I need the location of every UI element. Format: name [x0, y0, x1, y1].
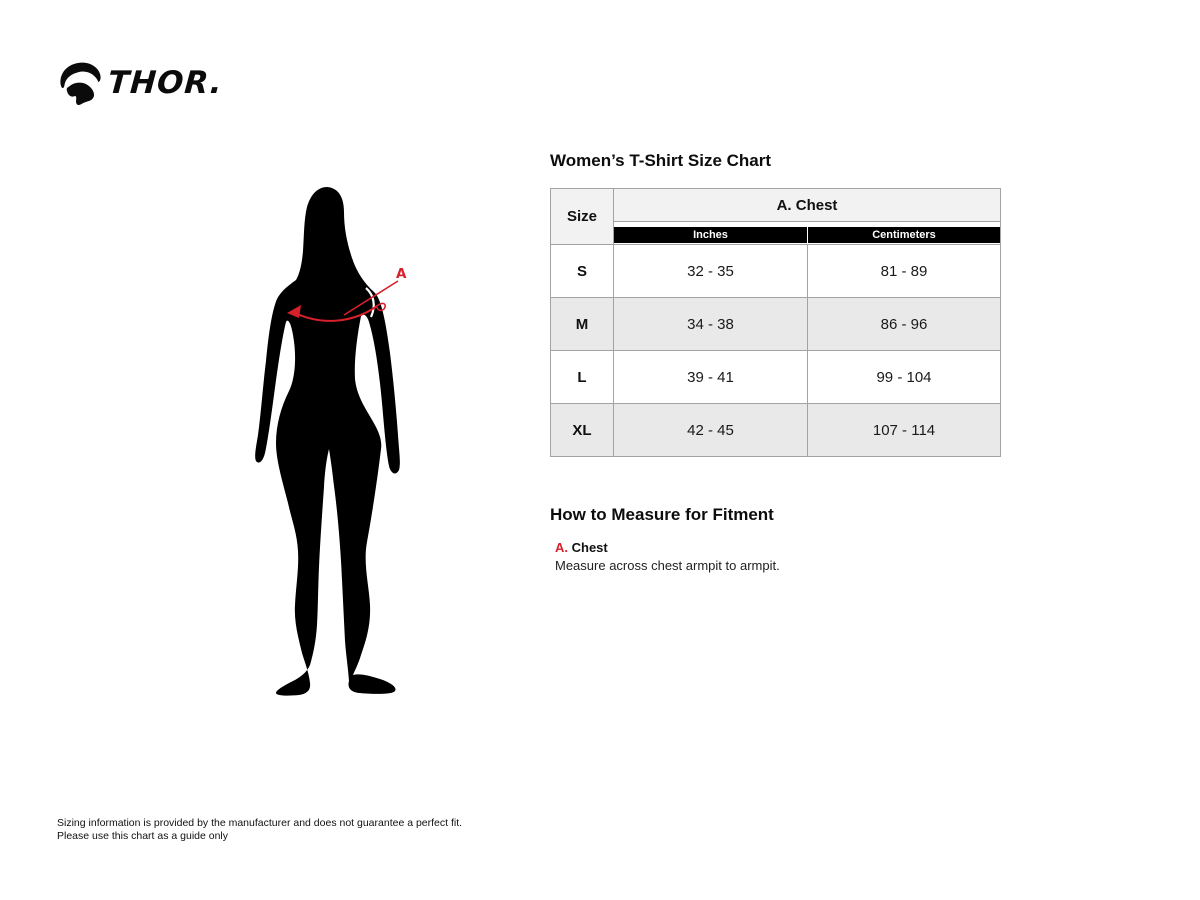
measure-item-name: Chest	[568, 540, 608, 555]
centimeters-value-cell: 81 - 89	[808, 245, 1001, 298]
measure-item-letter: A.	[555, 540, 568, 555]
woman-silhouette-image	[243, 185, 443, 703]
inches-value-cell: 34 - 38	[614, 298, 808, 351]
inches-value-cell: 39 - 41	[614, 351, 808, 404]
centimeters-value-cell: 86 - 96	[808, 298, 1001, 351]
disclaimer-line-1: Sizing information is provided by the manufacturer and does not guarantee a perfect fit.	[57, 817, 463, 829]
size-header-cell: Size	[551, 189, 614, 245]
thor-logo	[57, 60, 223, 106]
measure-section-title: How to Measure for Fitment	[550, 505, 774, 524]
size-row-m	[551, 298, 1001, 351]
disclaimer-line-2: Please use this chart as a guide only	[57, 829, 229, 842]
size-chart-table	[550, 188, 1001, 457]
centimeters-value-cell: 99 - 104	[808, 351, 1001, 404]
centimeters-value-cell: 107 - 114	[808, 404, 1001, 457]
size-cell: XL	[551, 404, 614, 457]
size-row-s	[551, 245, 1001, 298]
size-row-l	[551, 351, 1001, 404]
size-row-xl	[551, 404, 1001, 457]
size-chart-title: Women’s T-Shirt Size Chart	[550, 151, 772, 170]
chest-header-cell: A. Chest	[614, 189, 1001, 222]
size-cell: L	[551, 351, 614, 404]
inches-value-cell: 42 - 45	[614, 404, 808, 457]
centimeters-header-cell	[808, 222, 1001, 245]
disclaimer-text	[57, 817, 462, 842]
inches-header-cell	[614, 222, 808, 245]
inches-value-cell: 32 - 35	[614, 245, 808, 298]
inches-header-bar: Inches	[614, 227, 807, 243]
size-cell: M	[551, 298, 614, 351]
measurement-label-a: A	[396, 266, 407, 282]
measure-item-label	[555, 540, 608, 555]
centimeters-header-bar: Centimeters	[808, 227, 1000, 243]
size-cell: S	[551, 245, 614, 298]
measurement-figure	[243, 185, 443, 703]
measure-item-description: Measure across chest armpit to armpit.	[555, 558, 780, 573]
thor-wordmark: THOR.	[106, 65, 224, 101]
goat-head-icon	[57, 60, 103, 106]
